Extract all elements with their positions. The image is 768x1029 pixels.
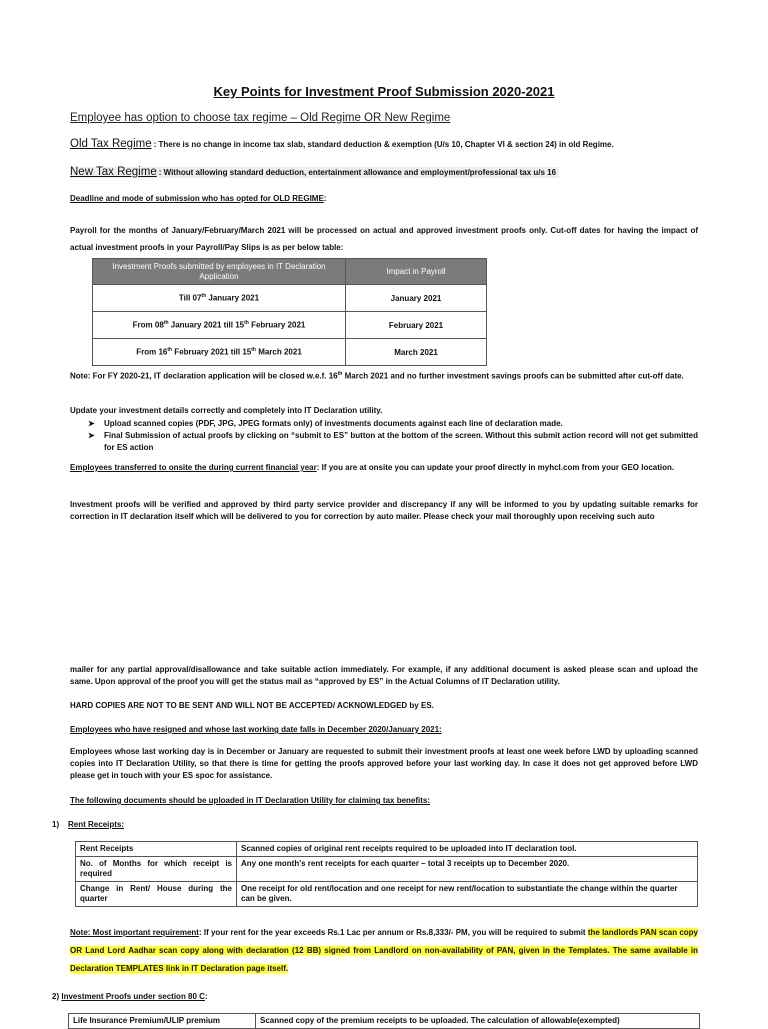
section-number: 1) <box>52 820 60 829</box>
upload-steps-list <box>88 418 698 454</box>
important-requirement-note <box>70 924 698 978</box>
section-label: Investment Proofs under section 80 C <box>61 992 205 1001</box>
arrow-bullet-icon: ➤ <box>88 431 95 440</box>
rent-item: No. of Months for which receipt is required <box>76 857 237 882</box>
onsite-heading: Employees transferred to onsite the during current financial year <box>70 463 317 472</box>
new-regime-text: : Without allowing standard deduction, entertainment allowance and employment/professional tax u/s 16 <box>158 168 557 177</box>
rent-item: Rent Receipts <box>76 842 237 857</box>
cutoff-period: From 08th January 2021 till 15th February 2021 <box>93 312 346 339</box>
section-80c <box>52 992 208 1001</box>
cutoff-impact: February 2021 <box>346 312 487 339</box>
list-item: ➤ Final Submission of actual proofs by clicking on “submit to ES” button at the bottom of the screen. Without this submit action record will not get submitted for ES action <box>88 431 698 452</box>
cutoff-impact: March 2021 <box>346 339 487 366</box>
new-regime-label: New Tax Regime <box>70 166 157 178</box>
table-row <box>93 339 487 366</box>
update-instruction: Update your investment details correctly and completely into IT Declaration utility. <box>70 406 383 415</box>
table-row <box>93 312 487 339</box>
highlighted-requirement: the landlords PAN scan copy OR Land Lord Aadhar scan copy along with declaration (12 BB) signed from Landlord on non-availability of PAN, given in the Templates. The same available in Declaration TEMPLATES link in IT Declaration page itself. <box>70 928 698 973</box>
rent-item: Change in Rent/ House during the quarter <box>76 882 237 907</box>
cutoff-header-submitted: Investment Proofs submitted by employees in IT Declaration Application <box>93 259 346 285</box>
list-item: ➤ Upload scanned copies (PDF, JPG, JPEG formats only) of investments documents against each line of declaration made. <box>88 419 563 428</box>
rent-desc: Any one month's rent receipts for each quarter – total 3 receipts up to December 2020. <box>237 857 698 882</box>
section-rent-receipts <box>52 820 124 829</box>
table-row <box>76 842 698 857</box>
section-number: 2) <box>52 992 60 1001</box>
resigned-heading: Employees who have resigned and whose last working date falls in December 2020/January 2021: <box>70 725 442 734</box>
table-row <box>76 857 698 882</box>
deadline-colon: : <box>323 194 327 203</box>
onsite-paragraph <box>70 462 698 474</box>
payroll-paragraph: Payroll for the months of January/February/March 2021 will be processed on actual and approved investment proofs only. Cut-off dates for having the impact of actual investment proofs in your Payroll/Pay Slips is as per below table: <box>70 226 698 252</box>
arrow-bullet-icon: ➤ <box>88 419 95 428</box>
cutoff-period: Till 07th January 2021 <box>93 285 346 312</box>
invest-desc: Scanned copy of the premium receipts to be uploaded. The calculation of allowable(exempted) <box>256 1014 700 1029</box>
table-row <box>76 882 698 907</box>
resigned-paragraph: Employees whose last working day is in December or January are requested to submit their investment proofs at least one week before LWD by uploading scanned copies into IT Declaration Utility, so that there is time for getting the proofs approved before your last working day. In case it does not get approved before LWD please get in touch with your ES spoc for assistance. <box>70 747 698 780</box>
rent-desc: Scanned copies of original rent receipts required to be uploaded into IT declaration tool. <box>237 842 698 857</box>
cutoff-table-header <box>93 259 487 285</box>
table-row <box>69 1014 700 1029</box>
verification-paragraph: Investment proofs will be verified and approved by third party service provider and discrepancy if any will be informed to you by updating suitable remarks for correction in IT declaration itself which will be delivered to you for correction by auto mailer. Please check your mail thoroughly upon receiving such auto <box>70 500 698 521</box>
old-regime-line <box>70 138 614 150</box>
investment-proofs-table <box>68 1013 700 1029</box>
deadline-heading <box>70 193 698 205</box>
closure-note: Note: For FY 2020-21, IT declaration application will be closed w.e.f. 16th March 2021 and no further investment savings proofs can be submitted after cut-off date. <box>70 371 684 381</box>
invest-item: Life Insurance Premium/ULIP premium <box>69 1014 256 1029</box>
important-label: Note: Most important requirement <box>70 928 199 937</box>
old-regime-label: Old Tax Regime <box>70 138 152 150</box>
hard-copies-warning: HARD COPIES ARE NOT TO BE SENT AND WILL NOT BE ACCEPTED/ ACKNOWLEDGED by ES. <box>70 701 434 710</box>
old-regime-text: : There is no change in income tax slab, standard deduction & exemption (U/s 10, Chapter VI & section 24) in old Regime. <box>153 140 614 149</box>
deadline-heading-text: Deadline and mode of submission who has opted for OLD REGIME <box>70 194 324 203</box>
cutoff-period: From 16th February 2021 till 15th March 2021 <box>93 339 346 366</box>
cutoff-impact: January 2021 <box>346 285 487 312</box>
cutoff-header-impact: Impact in Payroll <box>346 259 487 285</box>
table-row <box>93 285 487 312</box>
rent-desc: One receipt for old rent/location and one receipt for new rent/location to substantiate the change within the quarter can be given. <box>237 882 698 907</box>
mailer-paragraph: mailer for any partial approval/disallowance and take suitable action immediately. For example, if any additional document is asked please scan and upload the same. Upon approval of the proof you will get the status mail as “approved by ES” in the Actual Columns of IT Declaration utility. <box>70 665 698 686</box>
onsite-text: : If you are at onsite you can update your proof directly in myhcl.com from your GEO location. <box>316 463 675 472</box>
cutoff-table <box>92 258 487 366</box>
documents-heading: The following documents should be uploaded in IT Declaration Utility for claiming tax benefits: <box>70 796 431 805</box>
section-label: Rent Receipts: <box>68 820 125 829</box>
regime-intro: Employee has option to choose tax regime – Old Regime OR New Regime <box>70 112 451 124</box>
important-text: : If your rent for the year exceeds Rs.1 Lac per annum or Rs.8,333/- PM, you will be required to submit <box>198 928 588 937</box>
new-regime-line <box>70 166 559 178</box>
section-colon: : <box>204 992 208 1001</box>
document-title: Key Points for Investment Proof Submission 2020-2021 <box>213 84 555 99</box>
rent-receipts-table <box>75 841 698 907</box>
